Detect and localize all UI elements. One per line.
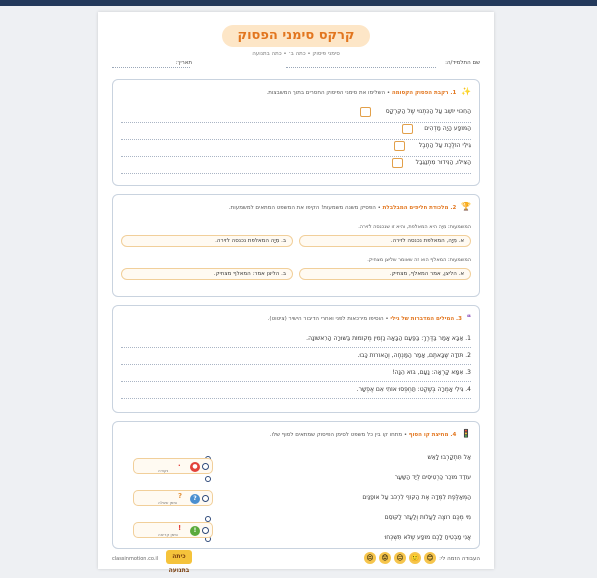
option-period[interactable]: ● . נקודה [133,458,213,474]
traffic-light-icon: 🚦 [461,429,471,438]
sentence: הַמְּאַלֶּפֶת לִמְּדָה אֶת הַקּוֹף לִרְכֹּב עַל אוֹפַנַּיִם [362,494,471,501]
divider [121,139,471,140]
divider [121,398,471,399]
question-icon: ? [190,494,200,504]
option-b[interactable]: ב. הליצן אמר: המאלף מצחיק. [121,268,293,280]
meaning-prompt: המשמעות: מִיָה היא המאלפת, והיא זו שנכנסה לזירה. [358,224,471,230]
option-b[interactable]: ב. מִיָה המאלפת נכנסה לזירה. [121,235,293,247]
option-connector[interactable] [202,527,209,534]
list-item: גִּילִי הוֹלֶכֶת עַל הַחֶבֶל [418,142,471,149]
date-field[interactable] [112,67,190,68]
divider [121,122,471,123]
date-label: תאריך: [175,60,192,66]
section1-header: ✨ 1. רקבת הפסוק הקסומה • השלימו את סימני הפיסוק החסרים בתוך המשבצות. [266,87,471,96]
quote-icon: ❝ [466,313,471,322]
list-item: 4. גִּילִי אָמְרָה בְּשֶׁקֶט: תַּחְפְּסוּ אוֹתִי אִם אֶפְשָׁר. [356,386,471,393]
divider [121,156,471,157]
divider [121,364,471,365]
answer-box[interactable] [392,158,403,168]
list-item: הַמּוֹפָע הָיָה מַדְהִים [424,125,471,132]
list-item: הַצִּילוּ, הַנִּידוּר מִתְנַגֵּבַל [415,159,471,166]
exclamation-icon: ! [190,526,200,536]
section-comma-meaning [112,194,480,297]
section-punctuation-boxes [112,79,480,186]
list-item: הַחִכּוּי יוֹשֵׁב עַל הַכִּתְנוּי שֶׁל הַקִּרְקָס [385,108,471,115]
section2-header: 🏆 2. מלכודת חליפים המבלבלת • הפסיק משנה משמעות! הקיפו את המשפט המתאים למשמעות. [228,202,471,211]
site-url: classinmotion.co.il [112,556,159,562]
sentence: מִי מְכֶּם רוֹצֶה לַעֲלוֹת וְלַעֲזֹר לַקּוֹסֵם [384,514,471,521]
period-icon: ● [190,462,200,472]
answer-box[interactable] [402,124,413,134]
option-connector[interactable] [202,463,209,470]
name-label: שם התלמיד/ה: [445,60,480,66]
page-title: קרקס סימני הפסוק [222,25,370,47]
section4-header: 🚦 4. מחיצת קו הסוף • מתחו קו בין כל משפט לסימן הפיסוק שמתאים לסוף שלו. [269,429,471,438]
sentence: אֲנִי מַבְטִיחַ לָכֶם מוֹפָע שֶׁלֹּא תִּשְׁכְּחוּ [384,534,471,541]
list-item: 3. אִמָּא קָרְאָה: נָעָם, בּוֹא הֵנָּה! [392,369,471,376]
neutral-face-icon[interactable]: 😐 [394,552,406,564]
divider [121,381,471,382]
frustrated-face-icon[interactable]: 😣 [364,552,376,564]
list-item: 1. אַבָּא אָמַר בַּדֶּרֶךְ: בַּפַּעַם הַבָּאָה נַזְמִין מְקוֹמוֹת בַּשּׁוּרָה הָרִאשׁוֹנָה. [306,335,471,342]
sentence: אַל תִּתְקָרְבוּ לָאֵשׁ [427,454,471,461]
top-bar [0,0,597,6]
worksheet-page [98,12,494,574]
section-end-punctuation [112,421,480,549]
option-question-mark[interactable]: ? ? סימן שאלה [133,490,213,506]
section3-header: ❝ 3. המילים המדברות של גילי • הוסיפו מירכאות לפני ואחרי הדיבור הישיר (ציטוט). [267,313,471,322]
happy-face-icon[interactable]: 😊 [424,552,436,564]
divider [121,173,471,174]
trophy-icon: 🏆 [461,202,471,211]
option-connector[interactable] [202,495,209,502]
name-field[interactable] [286,67,436,68]
divider [121,347,471,348]
option-a[interactable]: א. הליצן, אמר המאלף, מצחיק. [299,268,471,280]
sentence-connector[interactable] [205,476,211,482]
feedback-label: העבודה הזמה לי: [439,556,480,562]
smile-face-icon[interactable]: 🙂 [410,554,420,562]
section-quotation-marks [112,305,480,413]
sentence: עוֹדֵד מוֹכֵר כַּרְטִיסִים לְיַד הַשַּׁעַר [394,474,471,481]
list-item: 2. תּוֹדָה שֶׁבָּאתֶם, אָמַר הַמַּנְחֶה, וְהָאוֹרוֹת כָּבוּ. [357,352,471,359]
page-subtitle: סימני פיסוק • כתה ב׳ • כתה בתנועה [252,51,340,57]
magic-wand-icon: ✨ [461,87,471,96]
option-a[interactable]: א. מִיָה, המאלפת נכנסה לזירה. [299,235,471,247]
worried-face-icon[interactable]: 😟 [379,552,391,564]
meaning-prompt: המשמעות: המאלף הוא זה שאומר שליצן מצחיק. [367,257,471,263]
answer-box[interactable] [394,141,405,151]
answer-box[interactable] [360,107,371,117]
brand-logo: כיתה בתנועה [166,550,192,564]
option-exclamation[interactable]: ! ! סימן קריאה [133,522,213,538]
